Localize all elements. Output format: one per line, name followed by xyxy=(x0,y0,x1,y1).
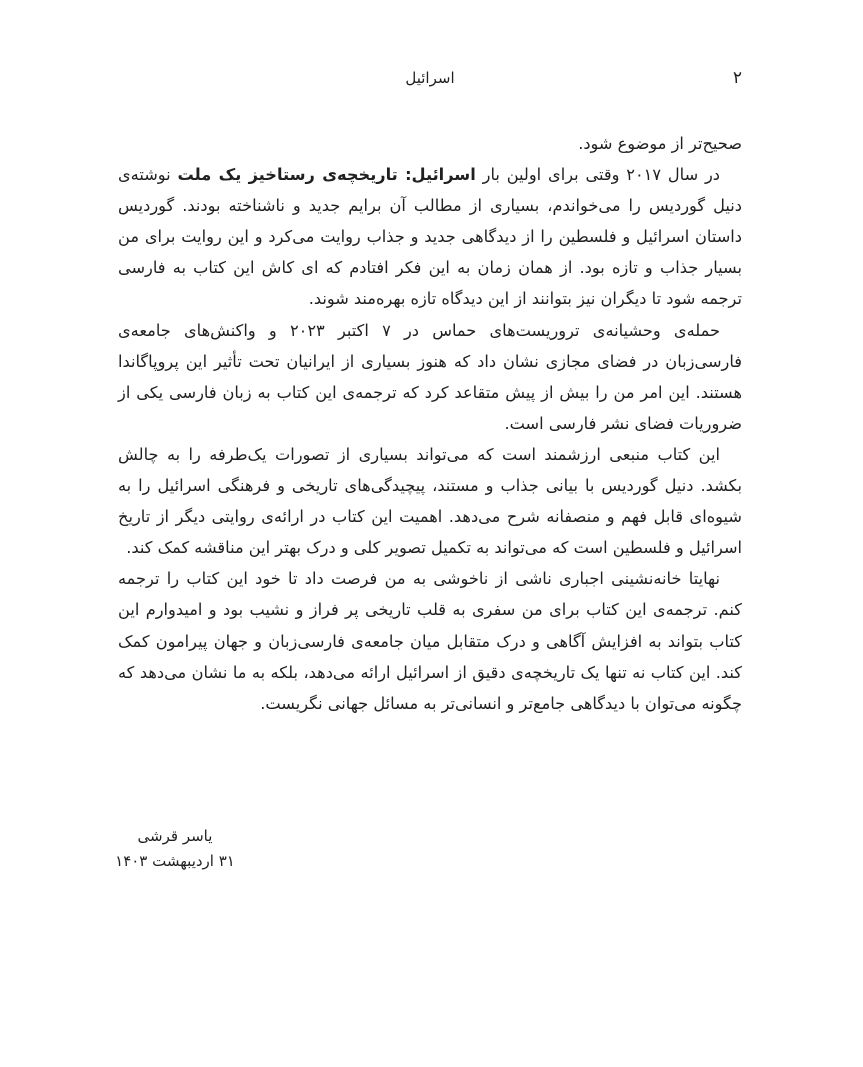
translator-signature xyxy=(90,824,260,874)
running-head xyxy=(118,68,742,98)
paragraph: حمله‌ی وحشیانه‌ی تروریست‌های حماس در ۷ اکتبر ۲۰۲۳ و واکنش‌های جامعه‌ی فارسی‌زبان در فضای مجازی نشان داد که هنوز بسیاری از ایرانیان تحت تأثیر این پروپاگاندا هستند. این امر من را بیش از پیش متقاعد کرد که ترجمه‌ی این کتاب به زبان فارسی یکی از ضروریات فضای نشر فارسی است. xyxy=(118,320,742,433)
translator-name: یاسر قرشی xyxy=(137,827,213,845)
paragraph: نهایتا خانه‌نشینی اجباری ناشی از ناخوشی به من فرصت داد تا خود این کتاب را ترجمه کنم. ترجمه‌ی این کتاب برای من سفری به قلب تاریخی پر فراز و نشیب بود و امیدوارم این کتاب بتواند به افزایش آگاهی و درک متقابل میان جامعه‌ی فارسی‌زبان و جهان پیرامون کمک کند. این کتاب نه تنها یک تاریخچه‌ی دقیق از اسرائیل ارائه می‌دهد، بلکه به ما نشان می‌دهد که چگونه می‌توان با دیدگاهی جامع‌تر و انسانی‌تر به مسائل جهانی نگریست. xyxy=(118,569,742,713)
paragraph: صحیح‌تر از موضوع شود. xyxy=(578,134,742,153)
page-number: ۲ xyxy=(732,68,742,88)
body-text xyxy=(118,128,742,719)
paragraph: این کتاب منبعی ارزشمند است که می‌تواند بسیاری از تصورات یک‌طرفه را به چالش بکشد. دنیل گوردیس با بیانی جذاب و مستند، پیچیدگی‌های تاریخی و فرهنگی اسرائیل را به شیوه‌ای قابل فهم و منصفانه شرح می‌دهد. اهمیت این کتاب در ارائه‌ی روایتی دیگر از تاریخ اسرائیل و فلسطین است که می‌تواند به تکمیل تصویر کلی و درک بهتر این مناقشه کمک کند. xyxy=(118,444,742,558)
paragraph: در سال ۲۰۱۷ وقتی برای اولین بار اسرائیل: تاریخچه‌ی رستاخیز یک ملت نوشته‌ی دنیل گوردیس را می‌خواندم، بسیاری از مطالب آن برایم جدید و ناشناخته بودند. گوردیس داستان اسرائیل و فلسطین را از دیدگاهی جدید و جذاب روایت می‌کرد و این روایت برای من بسیار جذاب و تازه بود. از همان زمان به این فکر افتادم که ای کاش این کتاب به فارسی ترجمه شود تا دیگران نیز بتوانند از این دیدگاه تازه بهره‌مند شوند. xyxy=(118,165,742,309)
book-title: اسرائیل: تاریخچه‌ی رستاخیز یک ملت xyxy=(177,165,476,185)
signature-date: ۳۱ اردیبهشت ۱۴۰۳ xyxy=(115,852,235,870)
running-head-title: اسرائیل xyxy=(405,69,455,87)
